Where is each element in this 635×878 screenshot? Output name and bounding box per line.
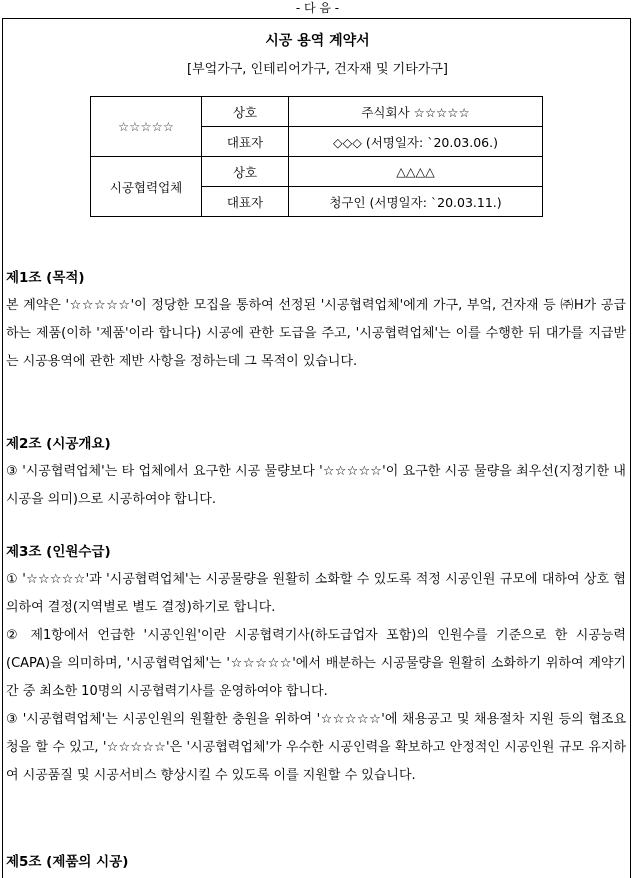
- article-3-paragraph-3: ③ '시공협력업체'는 시공인원의 원활한 충원을 위하여 '☆☆☆☆☆'에 채용공고 및 채용절차 지원 등의 협조요청을 할 수 있고, '☆☆☆☆☆'은 '시공협력업체'가 우수한 시공인력을 확보하고 안정적인 시공인원 규모 유지하여 시공품질 및 시공서비스 향상시킬 수 있도록 이를 지원할 수 있습니다.: [6, 712, 626, 783]
- article-3-title: 제3조 (인원수급): [6, 544, 111, 560]
- party1-company-row: [91, 97, 543, 127]
- party2-rep-label: 대표자: [202, 187, 289, 217]
- article-1-paragraph-1: 본 계약은 '☆☆☆☆☆'이 정당한 모집을 통하여 선정된 '시공협력업체'에게 가구, 부엌, 건자재 등 ㈜H가 공급하는 제품(이하 '제품'이라 합니다) 시공에 관한 도급을 주고, '시공협력업체'는 이를 수행한 뒤 대가를 지급받는 시공용역에 관한 제반 사항을 정하는데 그 목적이 있습니다.: [6, 298, 626, 369]
- party2-company-value: △△△△: [289, 157, 543, 187]
- parties-table: [90, 96, 543, 217]
- party2-rep-value: 청구인 (서명일자: `20.03.11.): [289, 187, 543, 217]
- article-5-title: 제5조 (제품의 시공): [6, 854, 129, 870]
- contract-subtitle: [부엌가구, 인테리어가구, 건자재 및 기타가구]: [187, 62, 448, 77]
- contract-title: 시공 용역 계약서: [265, 33, 370, 49]
- party1-company-label: 상호: [202, 97, 289, 127]
- party2-company-label: 상호: [202, 157, 289, 187]
- party1-rep-label: 대표자: [202, 127, 289, 157]
- party1-rep-value: ◇◇◇ (서명일자: `20.03.06.): [289, 127, 543, 157]
- article-3-paragraph-1: ① '☆☆☆☆☆'과 '시공협력업체'는 시공물량을 원활히 소화할 수 있도록 적정 시공인원 규모에 대하여 상호 협의하여 결정(지역별로 별도 결정)하기로 합니다.: [6, 572, 626, 615]
- party1-company-value: 주식회사 ☆☆☆☆☆: [289, 97, 543, 127]
- article-1-title: 제1조 (목적): [6, 270, 85, 286]
- article-3-paragraph-2: ② 제1항에서 언급한 '시공인원'이란 시공협력기사(하도급업자 포함)의 인원수를 기준으로 한 시공능력(CAPA)을 의미하며, '시공협력업체'는 '☆☆☆☆☆'에서 배분하는 시공물량을 원활히 소화하기 위하여 계약기간 중 최소한 10명의 시공협력기사를 운영하여야 합니다.: [6, 628, 626, 699]
- party1-name: ☆☆☆☆☆: [91, 97, 202, 157]
- party2-name: 시공협력업체: [91, 157, 202, 217]
- top-note: - 다 음 -: [295, 1, 340, 15]
- article-2-title: 제2조 (시공개요): [6, 436, 111, 452]
- party2-company-row: [91, 157, 543, 187]
- article-2-paragraph-1: ③ '시공협력업체'는 타 업체에서 요구한 시공 물량보다 '☆☆☆☆☆'이 요구한 시공 물량을 최우선(지정기한 내 시공을 의미)으로 시공하여야 합니다.: [6, 464, 626, 507]
